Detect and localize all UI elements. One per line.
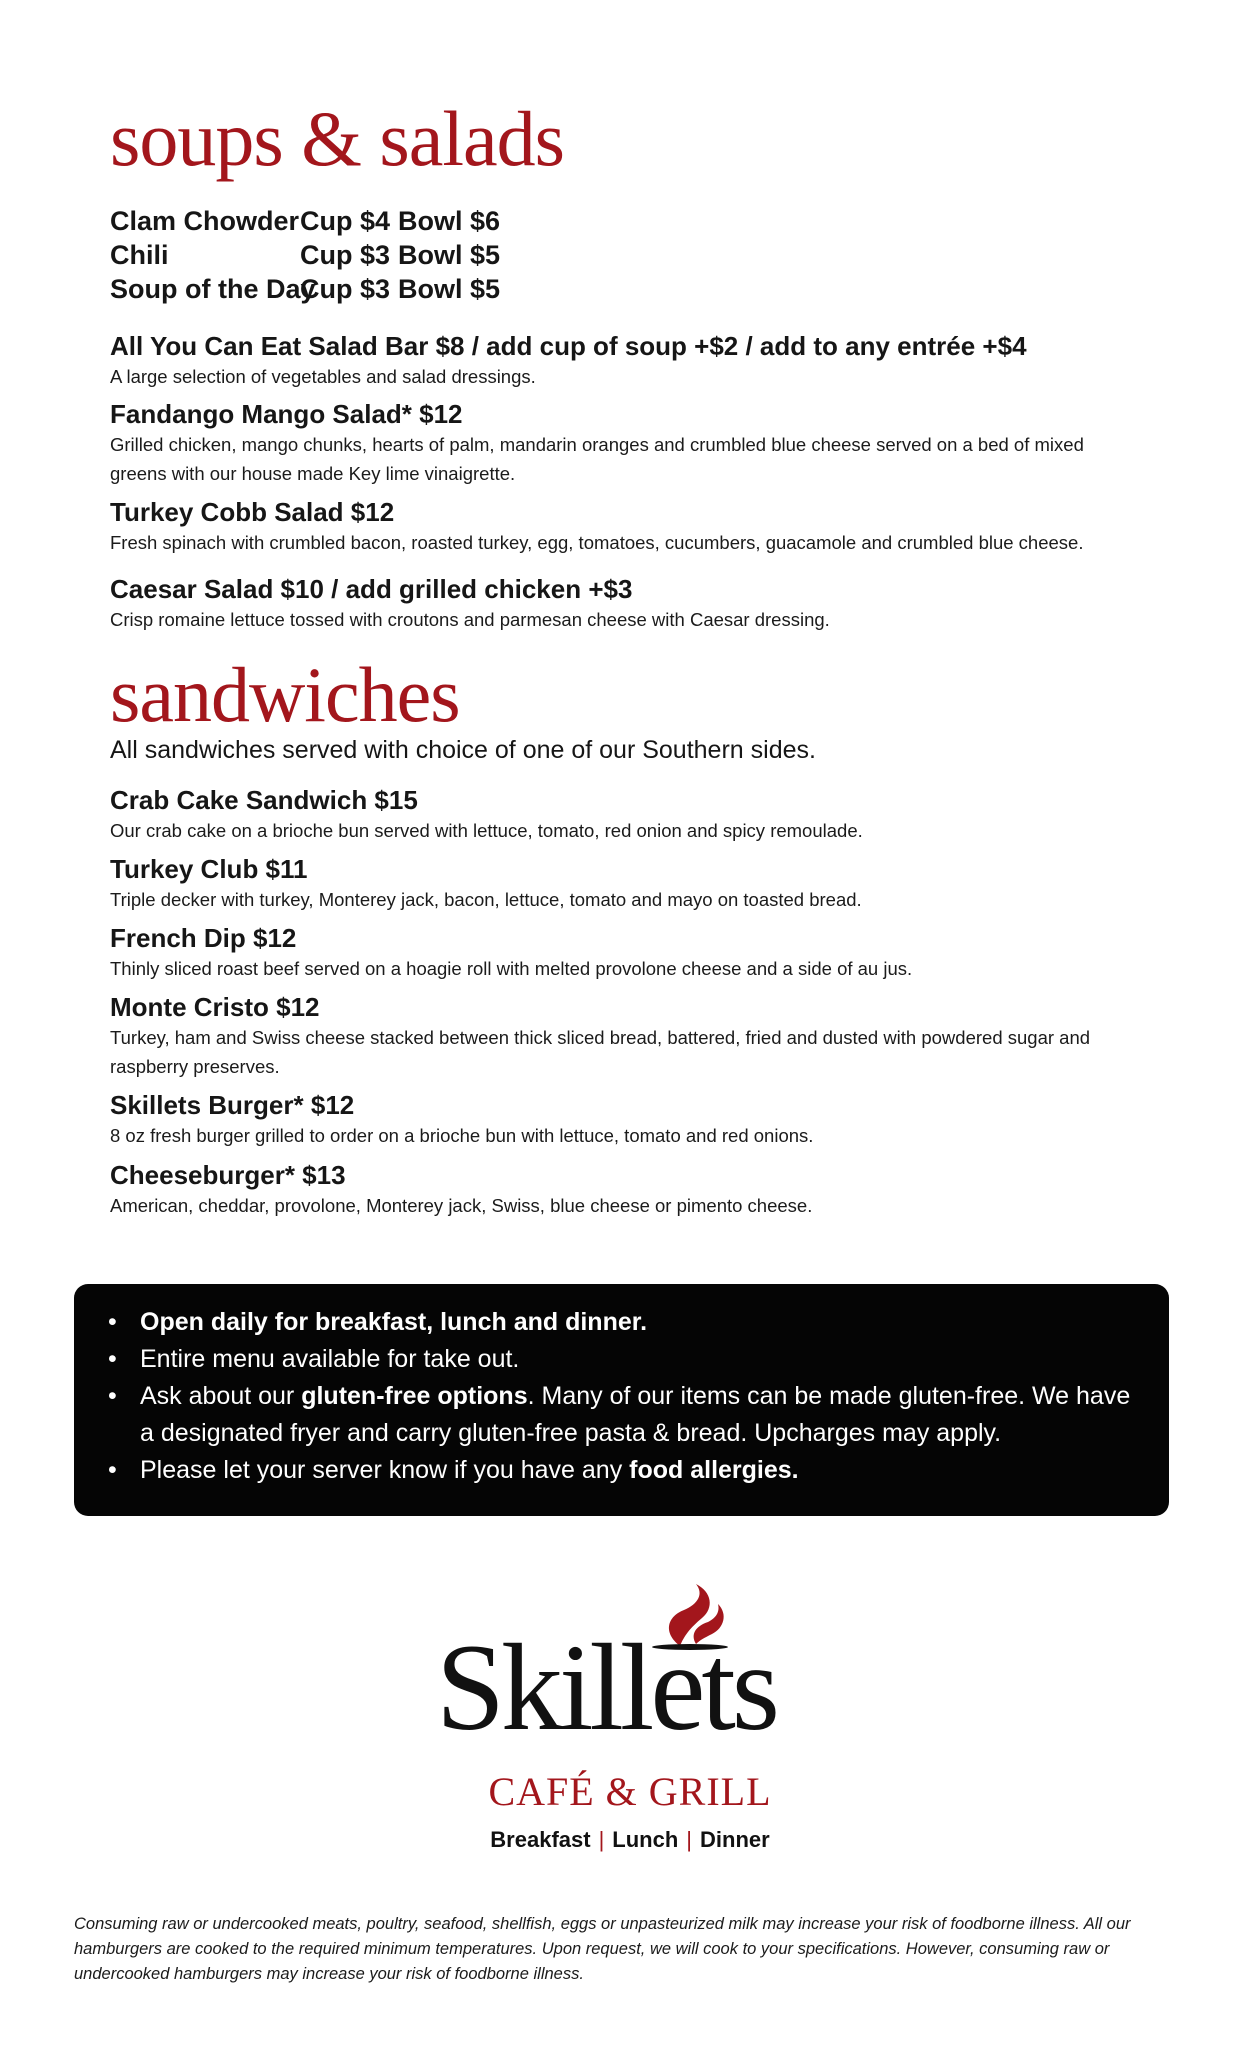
item-description: A large selection of vegetables and salad dressings.: [110, 366, 536, 387]
info-text: Ask about our: [140, 1382, 302, 1410]
bullet-icon: •: [108, 1456, 117, 1484]
logo-subtitle: CAFÉ & GRILL: [488, 1769, 772, 1814]
menu-item-fandango-mango-salad: [110, 398, 1130, 488]
soup-name: Soup of the Day: [110, 274, 316, 304]
section-title-soups-salads: soups & salads: [110, 95, 564, 182]
soup-cup-price: Cup $3: [300, 274, 391, 304]
item-name: Cheeseburger* $13: [110, 1160, 346, 1190]
info-item-hours: [108, 1304, 1139, 1341]
item-name: Crab Cake Sandwich $15: [110, 785, 418, 815]
meal-label: Lunch: [612, 1827, 679, 1852]
menu-item-french-dip: [110, 922, 1130, 983]
bullet-icon: •: [108, 1345, 117, 1373]
section-title-sandwiches: sandwiches: [110, 651, 460, 738]
info-text-bold: gluten-free options: [301, 1382, 528, 1410]
item-description: Turkey, ham and Swiss cheese stacked between thick sliced bread, battered, fried and dusted with powdered sugar and raspberry preserves.: [110, 1027, 1091, 1077]
info-text: Please let your server know if you have any: [140, 1456, 630, 1484]
separator: |: [686, 1827, 693, 1852]
soup-bowl-price: Bowl $6: [398, 206, 501, 236]
item-description: Fresh spinach with crumbled bacon, roasted turkey, egg, tomatoes, cucumbers, guacamole and crumbled blue cheese.: [110, 532, 1084, 553]
item-name: Fandango Mango Salad* $12: [110, 399, 463, 429]
bullet-icon: •: [108, 1382, 117, 1410]
meal-label: Breakfast: [490, 1827, 591, 1852]
disclaimer: Consuming raw or undercooked meats, poultry, seafood, shellfish, eggs or unpasteurized milk may increase your risk of foodborne illness. All our hamburgers are cooked to the required minimum temperatures. Upon request, we will cook to your specifications. However, consuming raw or undercooked hamburgers may increase your risk of foodborne illness.: [74, 1915, 1131, 1983]
item-description: Triple decker with turkey, Monterey jack, bacon, lettuce, tomato and mayo on toasted bread.: [110, 889, 862, 910]
menu-item-caesar-salad: [110, 573, 1130, 634]
item-name: Caesar Salad $10 / add grilled chicken +$3: [110, 574, 633, 604]
menu-item-salad-bar: [110, 330, 1130, 391]
menu-item-turkey-club: [110, 853, 1130, 914]
info-text: Entire menu available for take out.: [140, 1345, 520, 1373]
item-description: Crisp romaine lettuce tossed with croutons and parmesan cheese with Caesar dressing.: [110, 609, 830, 630]
info-text: . Many of our items can be made gluten-free. We have a designated fryer and carry gluten-free pasta & bread. Upcharges may apply.: [140, 1382, 1131, 1447]
bullet-icon: •: [108, 1308, 117, 1336]
item-description: Grilled chicken, mango chunks, hearts of palm, mandarin oranges and crumbled blue cheese served on a bed of mixed greens with our house made Key lime vinaigrette.: [110, 434, 1084, 484]
item-name: Turkey Club $11: [110, 854, 308, 884]
separator: |: [598, 1827, 605, 1852]
item-name: Turkey Cobb Salad $12: [110, 497, 395, 527]
info-item-allergies: [108, 1452, 1139, 1489]
info-text-bold: food allergies.: [629, 1456, 799, 1484]
logo-wordmark: Skillets: [436, 1619, 777, 1756]
info-item-takeout: [108, 1341, 1139, 1378]
menu-item-skillets-burger: [110, 1089, 1130, 1150]
item-name: All You Can Eat Salad Bar $8 / add cup of soup +$2 / add to any entrée +$4: [110, 331, 1027, 361]
item-description: 8 oz fresh burger grilled to order on a brioche bun with lettuce, tomato and red onions.: [110, 1125, 814, 1146]
menu-item-monte-cristo: [110, 991, 1130, 1081]
menu-item-turkey-cobb-salad: [110, 496, 1130, 557]
info-list: [74, 1284, 1169, 1489]
item-name: French Dip $12: [110, 923, 297, 953]
logo-meal-times: [430, 1826, 830, 1854]
info-item-gluten-free: [108, 1378, 1139, 1452]
item-name: Monte Cristo $12: [110, 992, 320, 1022]
item-description: Thinly sliced roast beef served on a hoagie roll with melted provolone cheese and a side of au jus.: [110, 958, 913, 979]
item-description: Our crab cake on a brioche bun served with lettuce, tomato, red onion and spicy remoulade.: [110, 820, 863, 841]
item-name: Skillets Burger* $12: [110, 1090, 355, 1120]
info-box: [74, 1284, 1169, 1516]
menu-item-cheeseburger: [110, 1159, 1130, 1220]
soup-name: Clam Chowder: [110, 206, 300, 236]
soup-bowl-price: Bowl $5: [398, 240, 501, 270]
soup-cup-price: Cup $3: [300, 240, 391, 270]
item-description: American, cheddar, provolone, Monterey jack, Swiss, blue cheese or pimento cheese.: [110, 1195, 813, 1216]
soup-cup-price: Cup $4: [300, 206, 391, 236]
menu-item-crab-cake-sandwich: [110, 784, 1130, 845]
info-text: Open daily for breakfast, lunch and dinner.: [140, 1308, 648, 1336]
meal-label: Dinner: [700, 1827, 770, 1852]
skillets-logo: [430, 1580, 830, 1860]
sandwiches-intro: All sandwiches served with choice of one of our Southern sides.: [110, 736, 816, 764]
soup-bowl-price: Bowl $5: [398, 274, 501, 304]
soup-name: Chili: [110, 240, 169, 270]
